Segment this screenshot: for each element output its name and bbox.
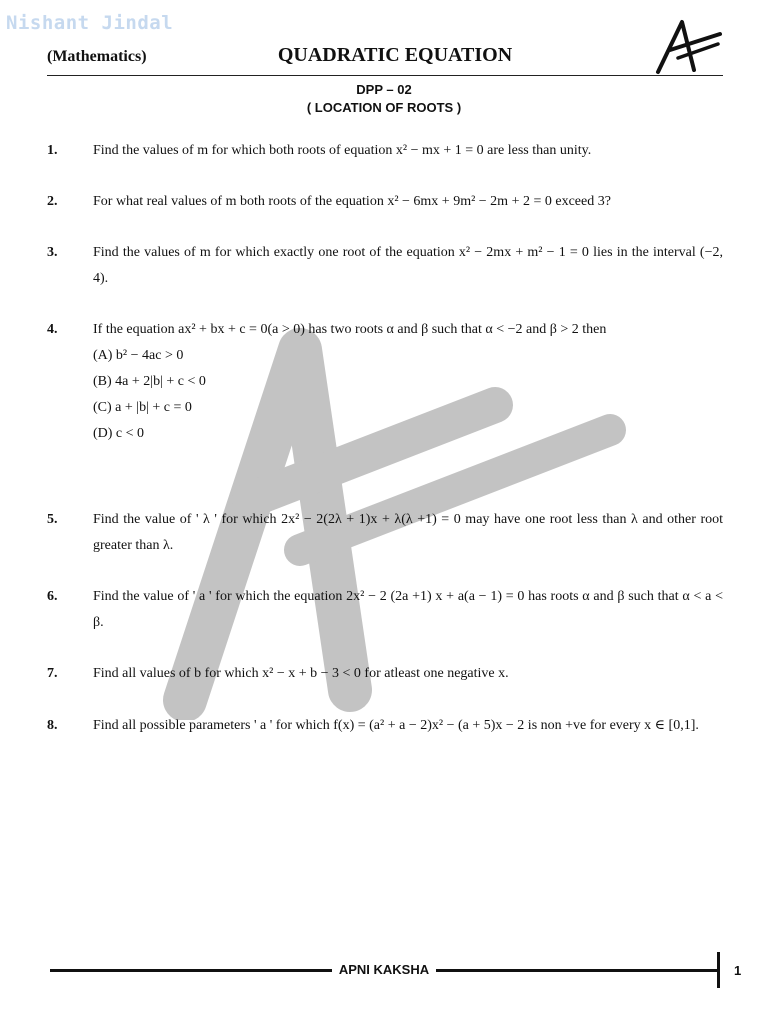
option-c: (C) a + |b| + c = 0: [93, 400, 192, 415]
question-number: 6.: [47, 589, 58, 604]
dpp-label: DPP – 02: [356, 82, 412, 97]
question-6: [47, 584, 723, 636]
question-text: For what real values of m both roots of the equation x² − 6mx + 9m² − 2m + 2 = 0 exceed 3?: [93, 194, 611, 209]
option-b: (B) 4a + 2|b| + c < 0: [93, 374, 206, 389]
footer-rule-right: [436, 969, 718, 972]
question-number: 7.: [47, 666, 58, 681]
question-number: 2.: [47, 194, 58, 209]
question-text: Find all possible parameters ' a ' for which f(x) = (a² + a − 2)x² − (a + 5)x − 2 is non +ve for every x ∈ [0,1].: [93, 718, 699, 733]
question-8: [47, 713, 723, 739]
apni-kaksha-logo-icon: [650, 18, 726, 76]
question-4: [47, 317, 723, 447]
question-number: 5.: [47, 512, 58, 527]
question-3: [47, 240, 723, 292]
footer-brand: APNI KAKSHA: [338, 962, 430, 977]
header-rule: [47, 75, 723, 76]
question-text: Find all values of b for which x² − x + b − 3 < 0 for atleast one negative x.: [93, 666, 509, 681]
question-1: [47, 138, 723, 164]
option-d: (D) c < 0: [93, 426, 145, 441]
question-5: [47, 507, 723, 559]
question-number: 3.: [47, 245, 58, 260]
question-2: [47, 189, 723, 215]
footer-rule-left: [50, 969, 332, 972]
question-number: 4.: [47, 322, 58, 337]
option-a: (A) b² − 4ac > 0: [93, 348, 184, 363]
page-title: QUADRATIC EQUATION: [277, 44, 513, 66]
question-text: Find the value of ' λ ' for which 2x² − 2(2λ + 1)x + λ(λ +1) = 0 may have one root less than λ and other root greater than λ.: [93, 512, 723, 553]
question-text: If the equation ax² + bx + c = 0(a > 0) has two roots α and β such that α < −2 and β > 2 then: [93, 322, 607, 337]
page-subtitle: ( LOCATION OF ROOTS ): [306, 100, 462, 115]
question-text: Find the values of m for which both roots of equation x² − mx + 1 = 0 are less than unity.: [93, 143, 592, 158]
footer-divider: [717, 952, 720, 988]
question-number: 8.: [47, 718, 58, 733]
subject-label: (Mathematics): [47, 48, 147, 65]
question-number: 1.: [47, 143, 58, 158]
question-text: Find the value of ' a ' for which the equation 2x² − 2 (2a +1) x + a(a − 1) = 0 has roots α and β such that α < a < β.: [93, 589, 723, 630]
watermark-name: Nishant Jindal: [6, 12, 174, 34]
page-number: 1: [734, 963, 742, 978]
question-text: Find the values of m for which exactly one root of the equation x² − 2mx + m² − 1 = 0 lies in the interval (−2, 4).: [93, 245, 723, 286]
question-7: [47, 661, 723, 687]
